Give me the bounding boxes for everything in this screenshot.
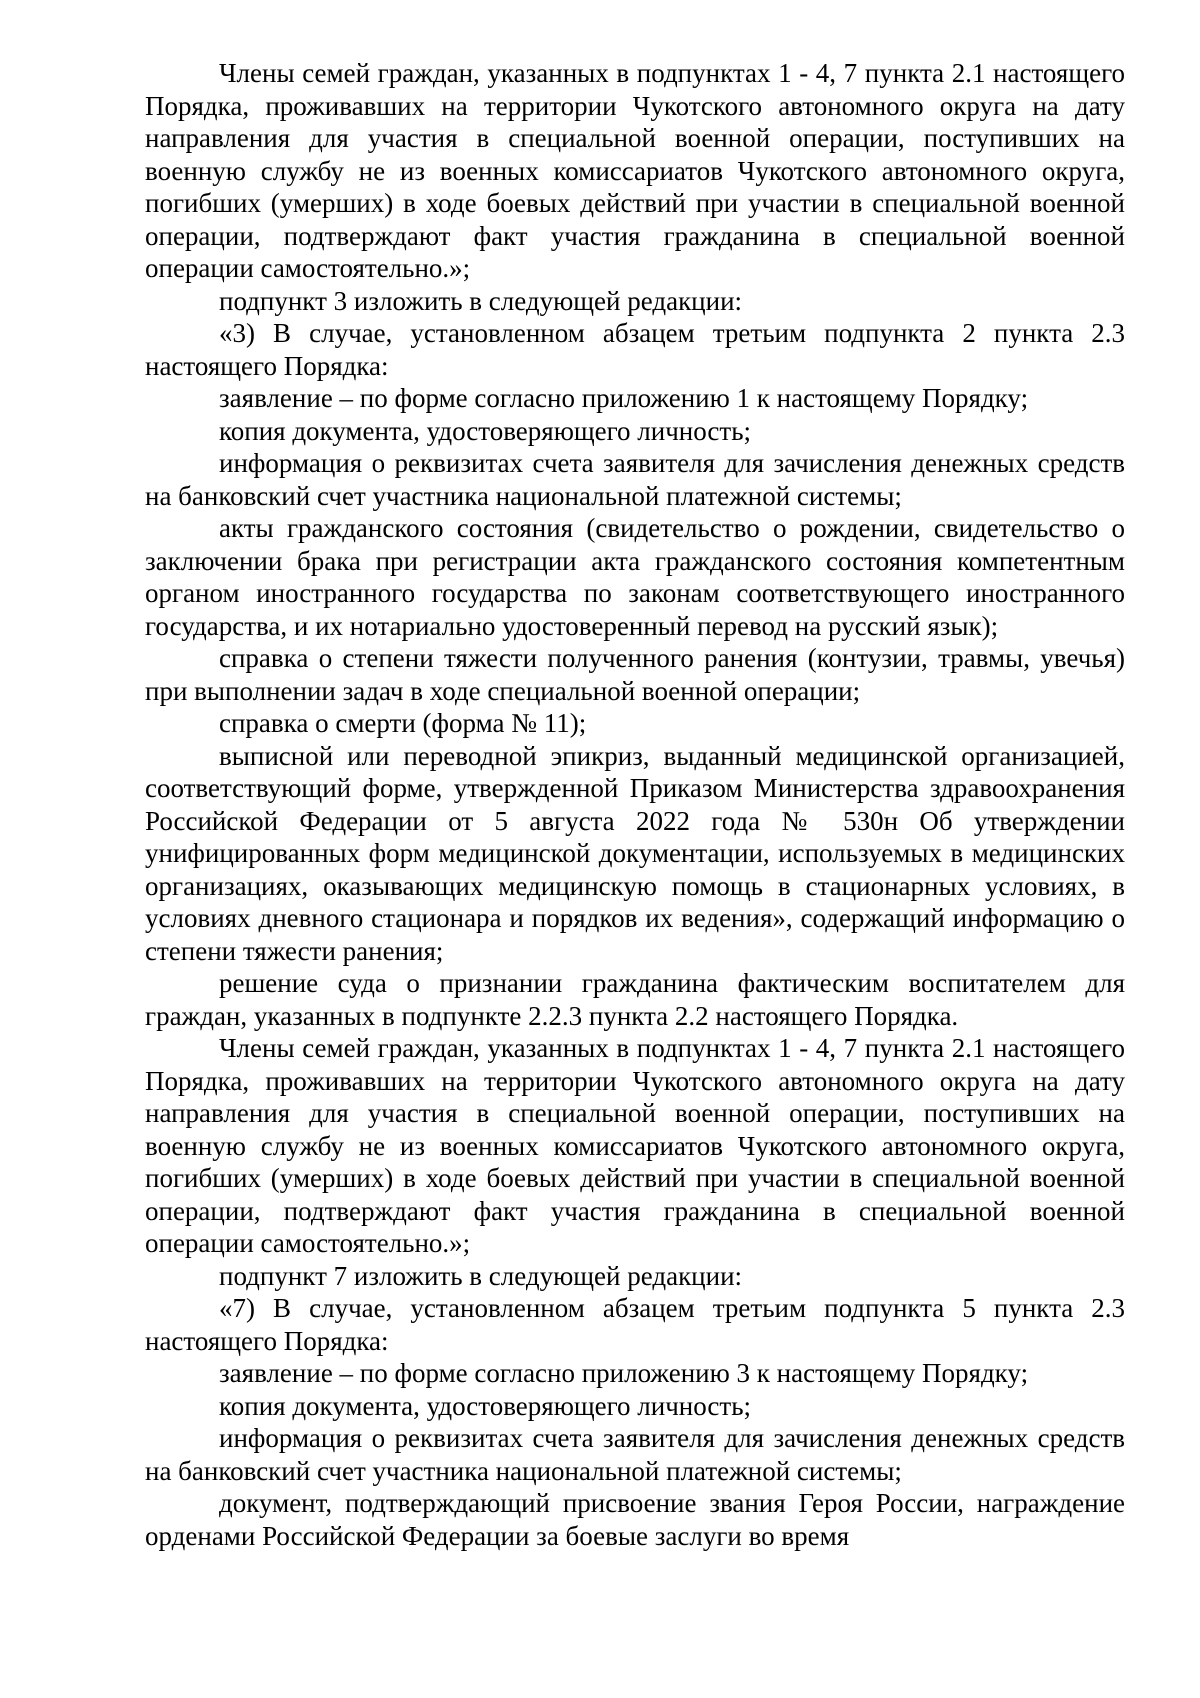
paragraph-subitem-7-heading: «7) В случае, установленном абзацем третьим подпункта 5 пункта 2.3 настоящего Порядка:: [145, 1293, 1125, 1356]
paragraph-death-certificate: справка о смерти (форма № 11);: [219, 708, 587, 738]
paragraph-family-members-confirmation-2: Члены семей граждан, указанных в подпунктах 1 - 4, 7 пункта 2.1 настоящего Порядка, проживавших на территории Чукотского автономного округа на дату направления для участия в специальной военной операции, поступивших на военную службу не из военных комиссариатов Чукотского автономного округа, погибших (умерших) в ходе боевых действий при участии в специальной военной операции, подтверждают факт участия гражданина в специальной военной операции самостоятельно.»;: [145, 1033, 1125, 1258]
paragraph-identity-document-copy: копия документа, удостоверяющего личность;: [219, 415, 752, 446]
paragraph-subitem-3-amend: подпункт 3 изложить в следующей редакции:: [219, 285, 743, 316]
paragraph-bank-account-details-2: информация о реквизитах счета заявителя для зачисления денежных средств на банковский счет участника национальной платежной системы;: [145, 1423, 1125, 1486]
document-body: [145, 57, 1125, 1552]
paragraph-court-decision: решение суда о признании гражданина фактическим воспитателем для граждан, указанных в подпункте 2.2.3 пункта 2.2 настоящего Порядка.: [145, 968, 1125, 1031]
paragraph-hero-award-document: документ, подтверждающий присвоение звания Героя России, награждение орденами Российской Федерации за боевые заслуги во время: [145, 1488, 1125, 1551]
paragraph-discharge-summary: выписной или переводной эпикриз, выданный медицинской организацией, соответствующий форме, утвержденной Приказом Министерства здравоохранения Российской Федерации от 5 августа 2022 года № 530н Об утверждении унифицированных форм медицинской документации, используемых в медицинских организациях, оказывающих медицинскую помощь в стационарных условиях, в условиях дневного стационара и порядков их ведения», содержащий информацию о степени тяжести ранения;: [145, 740, 1125, 966]
paragraph-subitem-3-heading: «3) В случае, установленном абзацем третьим подпункта 2 пункта 2.3 настоящего Порядка:: [145, 318, 1125, 381]
paragraph-identity-document-copy-2: копия документа, удостоверяющего личность;: [219, 1390, 752, 1421]
paragraph-application-form-1: заявление – по форме согласно приложению 1 к настоящему Порядку;: [219, 383, 1029, 413]
paragraph-application-form-3: заявление – по форме согласно приложению 3 к настоящему Порядку;: [219, 1358, 1029, 1388]
paragraph-family-members-confirmation: Члены семей граждан, указанных в подпунктах 1 - 4, 7 пункта 2.1 настоящего Порядка, проживавших на территории Чукотского автономного округа на дату направления для участия в специальной военной операции, поступивших на военную службу не из военных комиссариатов Чукотского автономного округа, погибших (умерших) в ходе боевых действий при участии в специальной военной операции, подтверждают факт участия гражданина в специальной военной операции самостоятельно.»;: [145, 58, 1125, 283]
paragraph-civil-status-acts: акты гражданского состояния (свидетельство о рождении, свидетельство о заключении брака при регистрации акта гражданского состояния компетентным органом иностранного государства по законам соответствующего иностранного государства, и их нотариально удостоверенный перевод на русский язык);: [145, 513, 1125, 641]
paragraph-bank-account-details: информация о реквизитах счета заявителя для зачисления денежных средств на банковский счет участника национальной платежной системы;: [145, 448, 1125, 511]
paragraph-subitem-7-amend: подпункт 7 изложить в следующей редакции:: [219, 1260, 743, 1291]
paragraph-injury-certificate: справка о степени тяжести полученного ранения (контузии, травмы, увечья) при выполнении задач в ходе специальной военной операции;: [145, 643, 1125, 706]
